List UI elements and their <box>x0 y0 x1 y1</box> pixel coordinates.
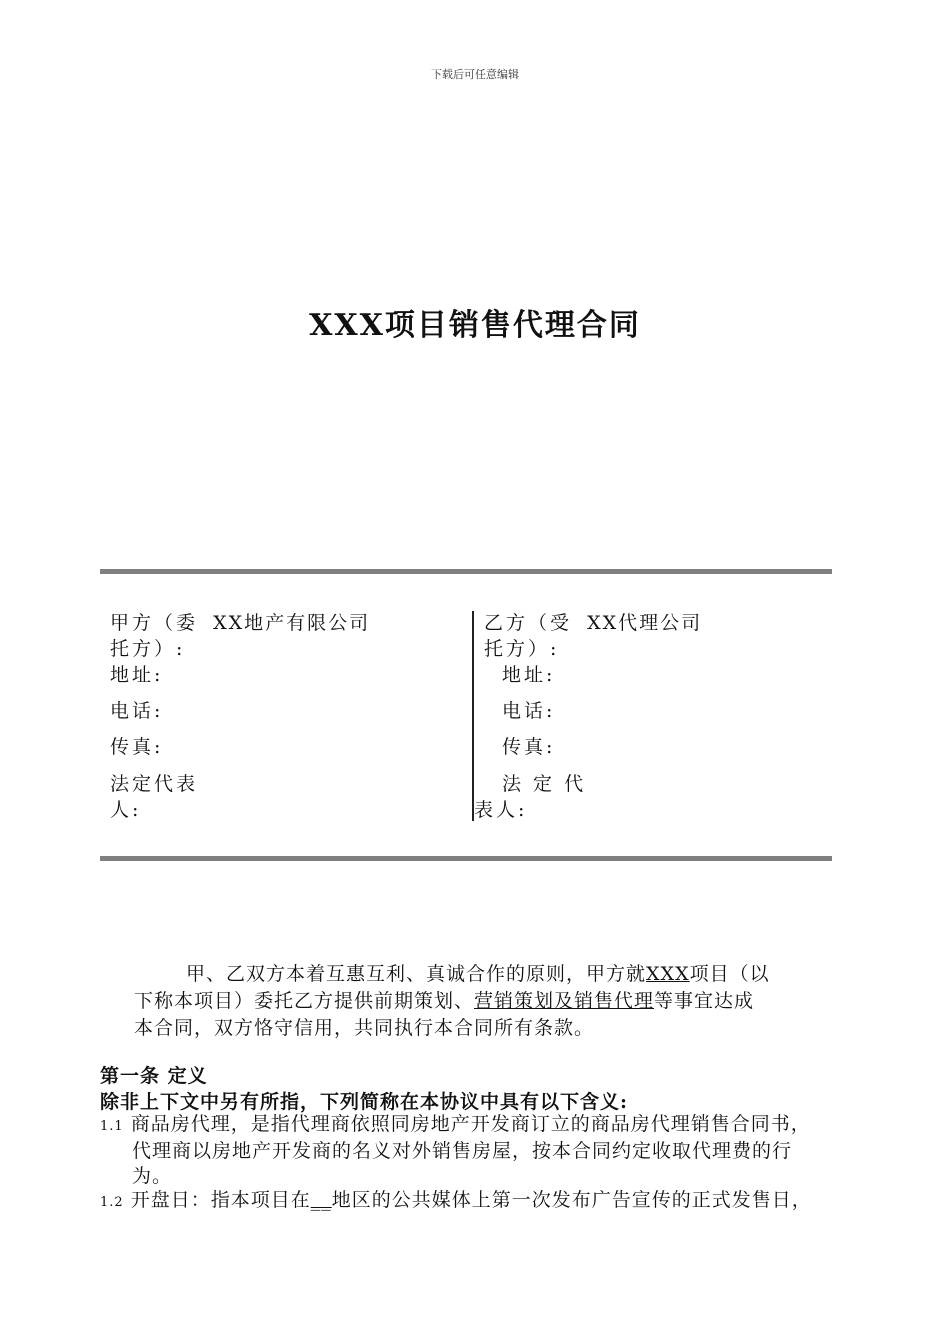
intro-text: 甲、乙双方本着互惠互利、真诚合作的原则，甲方就 <box>186 963 647 985</box>
intro-text: 下称本项目）委托乙方提供前期策划、 <box>134 990 475 1012</box>
project-name-underlined: XXX <box>646 963 690 985</box>
definition-item-1-line-3: 为。 <box>132 1165 173 1187</box>
item-number: 1.1 <box>100 1119 124 1134</box>
party-a-name: XX地产有限公司 <box>213 612 371 634</box>
bottom-divider <box>100 856 832 861</box>
section-heading: 第一条 定义 <box>100 1065 208 1087</box>
section-subheading: 除非上下文中另有所指，下列简称在本协议中具有以下含义: <box>100 1091 629 1113</box>
party-b-label-line1 <box>484 610 702 636</box>
party-a-label-line1 <box>110 610 370 636</box>
intro-line-3: 本合同，双方恪守信用，共同执行本合同所有条款。 <box>134 1017 595 1039</box>
service-scope-underlined: 营销策划及销售代理 <box>474 990 655 1012</box>
intro-line-1 <box>186 960 770 989</box>
party-a-rep-line1: 法定代表 <box>110 773 199 795</box>
header-note: 下载后可任意编辑 <box>431 68 519 81</box>
definition-item-1-line-2: 代理商以房地产开发商的名义对外销售房屋，按本合同约定收取代理费的行 <box>132 1140 793 1162</box>
party-a-phone: 电话: <box>110 700 164 722</box>
party-b-rep-line2: 表人: <box>474 799 528 821</box>
document-title: XXX项目销售代理合同 <box>309 308 641 343</box>
intro-line-2 <box>134 987 754 1016</box>
party-b-phone: 电话: <box>502 700 556 722</box>
intro-text: 等事宜达成 <box>654 990 755 1012</box>
party-b-name: XX代理公司 <box>587 612 703 634</box>
party-b-address: 地址: <box>502 664 556 686</box>
party-a-address: 地址: <box>110 664 164 686</box>
item-number: 1.2 <box>100 1195 124 1210</box>
definition-item-2 <box>100 1186 812 1217</box>
party-b-label-line2: 托方）: <box>484 638 560 660</box>
party-a-rep-line2: 人: <box>110 799 142 821</box>
intro-text: 项目（以 <box>689 963 770 985</box>
party-a-fax: 传真: <box>110 736 164 758</box>
item-text: 商品房代理，是指代理商依照同房地产开发商订立的商品房代理销售合同书， <box>130 1113 811 1135</box>
party-b-rep-line1: 法 定 代 <box>502 773 587 795</box>
item-text: 开盘日：指本项目在 <box>130 1189 311 1211</box>
party-a-label: 甲方（委 <box>110 612 199 634</box>
blank-field: __ <box>310 1189 332 1211</box>
party-a-label-line2: 托方）: <box>110 638 186 660</box>
party-b-label: 乙方（受 <box>484 612 573 634</box>
party-separator-line <box>472 611 474 821</box>
item-text: 地区的公共媒体上第一次发布广告宣传的正式发售日， <box>331 1189 812 1211</box>
top-divider <box>100 569 832 574</box>
party-b-fax: 传真: <box>502 736 556 758</box>
